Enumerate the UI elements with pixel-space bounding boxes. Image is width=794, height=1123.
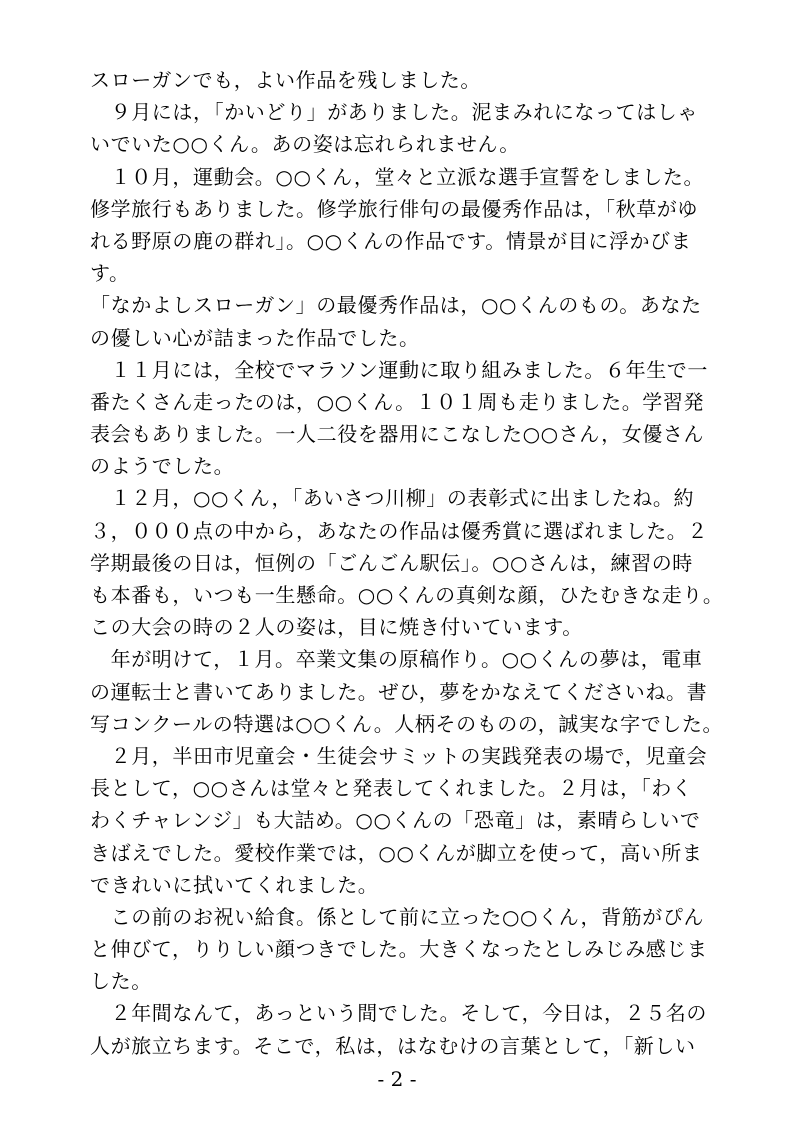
- text-line: １１月には，全校でマラソン運動に取り組みました。６年生で一: [90, 357, 708, 382]
- text-line: 表会もありました。一人二役を器用にこなした○○さん，女優さん: [90, 422, 705, 447]
- text-line: ２月，半田市児童会・生徒会サミットの実践発表の場で，児童会: [90, 743, 708, 768]
- text-line: 番たくさん走ったのは，○○くん。１０１周も走りました。学習発: [90, 389, 705, 414]
- text-line: 学期最後の日は，恒例の「ごんごん駅伝」。○○さんは，練習の時: [90, 550, 693, 575]
- text-line: の優しい心が詰まった作品でした。: [90, 325, 420, 350]
- text-line: 人が旅立ちます。そこで，私は，はなむけの言葉として，「新しい: [90, 1033, 696, 1058]
- text-line: す。: [90, 261, 130, 286]
- text-line: １２月，○○くん，「あいさつ川柳」の表彰式に出ましたね。約: [90, 486, 695, 511]
- text-line: この前のお祝い給食。係として前に立った○○くん，背筋がぴん: [90, 904, 705, 929]
- text-line: ９月には，「かいどり」がありました。泥まみれになってはしゃ: [90, 100, 698, 125]
- text-line: と伸びて，りりしい顔つきでした。大きくなったとしみじみ感じま: [90, 937, 708, 962]
- text-line: した。: [90, 969, 152, 994]
- text-line: 「なかよしスローガン」の最優秀作品は，○○くんのもの。あなた: [90, 293, 702, 318]
- text-line: れる野原の鹿の群れ」。○○くんの作品です。情景が目に浮かびま: [90, 228, 692, 253]
- text-line: 長として，○○さんは堂々と発表してくれました。２月は，「わく: [90, 776, 693, 801]
- text-line: きばえでした。愛校作業では，○○くんが脚立を使って，高い所ま: [90, 840, 703, 865]
- text-line: １０月，運動会。○○くん，堂々と立派な選手宣誓をしました。: [90, 164, 705, 189]
- text-line: いでいた○○くん。あの姿は忘れられません。: [90, 132, 520, 157]
- text-line: この大会の時の２人の姿は，目に焼き付いています。: [90, 615, 583, 640]
- text-line: ３，０００点の中から，あなたの作品は優秀賞に選ばれました。２: [90, 518, 708, 543]
- text-line: できれいに拭いてくれました。: [90, 872, 379, 897]
- text-line: の運転士と書いてありました。ぜひ，夢をかなえてくださいね。書: [90, 679, 708, 704]
- text-line: スローガンでも，よい作品を残しました。: [90, 68, 481, 92]
- text-line: 写コンクールの特選は○○くん。人柄そのものの，誠実な字でした。: [90, 711, 724, 736]
- body-text: [90, 64, 724, 1062]
- text-line: のようでした。: [90, 454, 235, 479]
- page-number: - 2 -: [377, 1067, 417, 1091]
- text-line: 年が明けて，１月。卒業文集の原稿作り。○○くんの夢は，電車: [90, 647, 703, 672]
- text-line: わくチャレンジ」も大詰め。○○くんの「恐竜」は，素晴らしいで: [90, 808, 701, 833]
- text-line: ２年間なんて，あっという間でした。そして，今日は，２５名の: [90, 1001, 707, 1026]
- text-line: も本番も，いつも一生懸命。○○くんの真剣な顔，ひたむきな走り。: [90, 583, 724, 607]
- text-line: 修学旅行もありました。修学旅行俳句の最優秀作品は，「秋草がゆ: [90, 196, 698, 221]
